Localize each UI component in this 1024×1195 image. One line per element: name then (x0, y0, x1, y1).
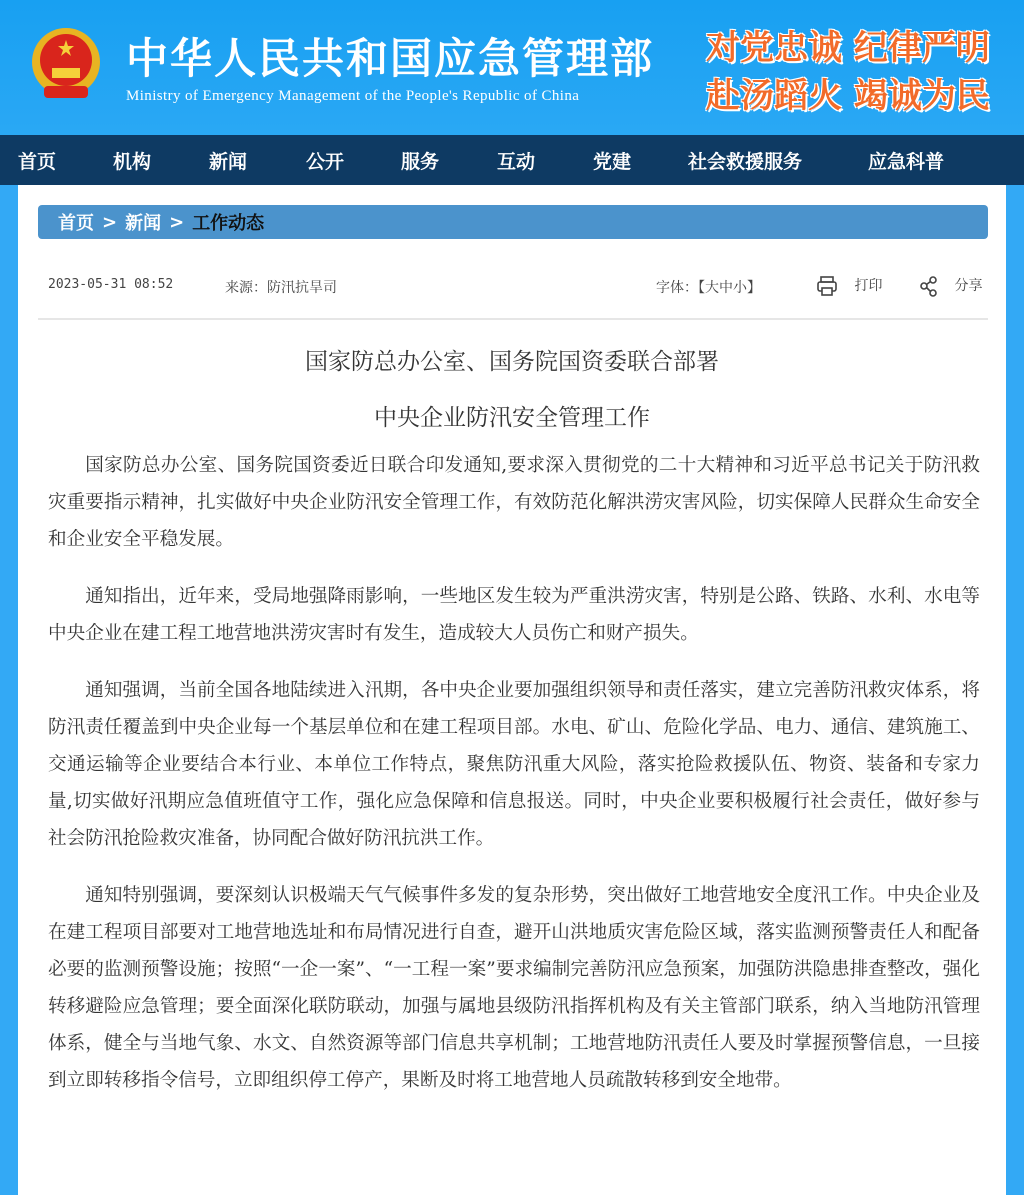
breadcrumb (38, 205, 988, 239)
site-title[interactable]: 中华人民共和国应急管理部 (126, 34, 655, 83)
article-paragraph: 通知特别强调，要深刻认识极端天气气候事件多发的复杂形势，突出做好工地营地安全度汛工作。中央企业及在建工程项目部要对工地营地选址和布局情况进行自查，避开山洪地质灾害危险区域，落实监测预警责任人和配备必要的监测预警设施；按照“一企一案”、“一工程一案”要求编制完善防汛应急预案，加强防洪隐患排查整改，强化转移避险应急管理；要全面深化联防联动，加强与属地县级防汛指挥机构及有关主管部门联系，纳入当地防汛管理体系，健全与当地气象、水文、自然资源等部门信息共享机制；工地营地防汛责任人要及时掌握预警信息，一旦接到立即转移指令信号，立即组织停工停产，果断及时将工地营地人员疏散转移到安全地带。 (48, 885, 980, 1091)
nav-item-public[interactable]: 公开 (306, 150, 345, 173)
publish-date: 2023-05-31 08:52 (48, 277, 174, 292)
article-body (48, 447, 980, 1119)
nav-item-organization[interactable]: 机构 (113, 150, 152, 173)
printer-icon (816, 275, 838, 297)
nav-item-home[interactable]: 首页 (18, 150, 57, 173)
slogan-line-1: 对党忠诚 纪律严明 (706, 28, 990, 68)
nav-item-social-rescue[interactable]: 社会救援服务 (688, 150, 803, 173)
site-header (0, 0, 1024, 135)
nav-item-science[interactable]: 应急科普 (868, 150, 945, 173)
breadcrumb-news[interactable]: 新闻 (125, 213, 162, 234)
article-paragraph: 国家防总办公室、国务院国资委近日联合印发通知,要求深入贯彻党的二十大精神和习近平总书记关于防汛救灾重要指示精神，扎实做好中央企业防汛安全管理工作，有效防范化解洪涝灾害风险，切实保障人民群众生命安全和企业安全平稳发展。 (48, 455, 980, 550)
national-emblem-icon[interactable] (30, 26, 102, 104)
nav-item-services[interactable]: 服务 (401, 150, 440, 173)
breadcrumb-home[interactable]: 首页 (58, 213, 94, 234)
article-paragraph: 通知强调，当前全国各地陆续进入汛期，各中央企业要加强组织领导和责任落实，建立完善防汛救灾体系，将防汛责任覆盖到中央企业每一个基层单位和在建工程项目部。水电、矿山、危险化学品、电力、通信、建筑施工、交通运输等企业要结合本行业、本单位工作特点，聚焦防汛重大风险，落实抢险救援队伍、物资、装备和专家力量,切实做好汛期应急值班值守工作，强化应急保障和信息报送。同时，中央企业要积极履行社会责任，做好参与社会防汛抢险救灾准备，协同配合做好防汛抗洪工作。 (48, 680, 980, 849)
share-icon (918, 275, 940, 297)
breadcrumb-current[interactable]: 工作动态 (192, 213, 265, 234)
nav-item-news[interactable]: 新闻 (209, 150, 248, 173)
print-label: 打印 (854, 278, 883, 294)
breadcrumb-separator: > (169, 211, 185, 233)
main-nav (0, 135, 1024, 185)
share-label: 分享 (954, 278, 983, 294)
article-title-line-2: 中央企业防汛安全管理工作 (374, 405, 650, 431)
nav-item-party[interactable]: 党建 (593, 150, 632, 173)
site-subtitle: Ministry of Emergency Management of the People's Republic of China (126, 88, 580, 104)
article-source: 来源：防汛抗旱司 (225, 280, 337, 296)
content-panel (18, 185, 1006, 1195)
divider (38, 318, 988, 320)
print-button[interactable] (816, 275, 882, 297)
share-button[interactable] (918, 275, 982, 297)
font-size-control[interactable]: 字体：【大中小】 (656, 280, 761, 296)
article-paragraph: 通知指出，近年来，受局地强降雨影响，一些地区发生较为严重洪涝灾害，特别是公路、铁路、水利、水电等中央企业在建工程工地营地洪涝灾害时有发生，造成较大人员伤亡和财产损失。 (48, 586, 980, 644)
nav-item-interaction[interactable]: 互动 (497, 150, 536, 173)
slogan-line-2: 赴汤蹈火 竭诚为民 (706, 76, 990, 116)
breadcrumb-separator: > (102, 211, 118, 233)
article-title-line-1: 国家防总办公室、国务院国资委联合部署 (305, 349, 719, 375)
